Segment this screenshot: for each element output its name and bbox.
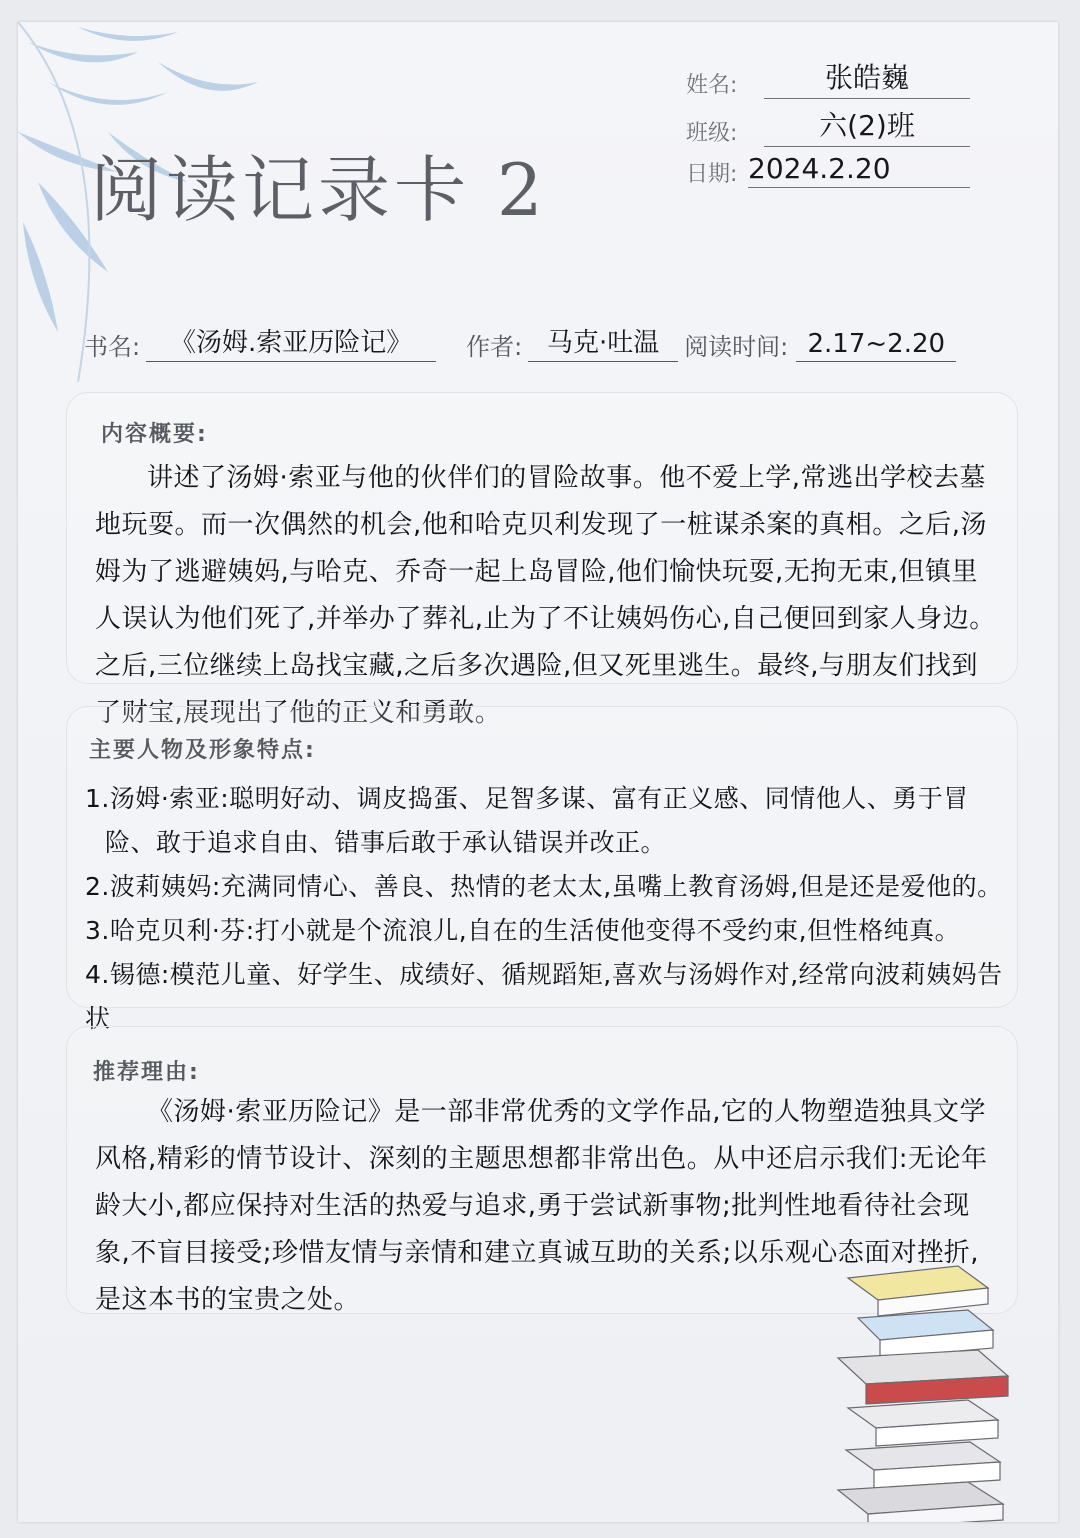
book-title-value: 《汤姆.索亚历险记》 [146, 322, 436, 362]
character-item-huck: 3.哈克贝利·芬:打小就是个流浪儿,自在的生活使他变得不受约束,但性格纯真。 [85, 916, 961, 945]
book-stack-illustration [818, 1258, 1018, 1522]
reading-time-value: 2.17~2.20 [796, 329, 956, 362]
characters-list [85, 777, 1003, 1041]
character-item-sid: 4.锡德:模范儿童、好学生、成绩好、循规蹈矩,喜欢与汤姆作对,经常向波莉姨妈告状 [85, 960, 1003, 1033]
date-label: 日期: [686, 162, 738, 187]
name-row [686, 56, 970, 99]
summary-section [66, 392, 1018, 728]
class-row [686, 104, 970, 147]
character-item-polly: 2.波莉姨妈:充满同情心、善良、热情的老太太,虽嘴上教育汤姆,但是还是爱他的。 [85, 872, 1003, 901]
recommend-text: 《汤姆·索亚历险记》是一部非常优秀的文学作品,它的人物塑造独具文学风格,精彩的情节设计、深刻的主题思想都非常出色。从中还启示我们:无论年龄大小,都应保持对生活的热爱与追求,勇于尝试新事物;批判性地看待社会现象,不盲目接受;珍惜友情与亲情和建立真诚互助的关系;以乐观心态面对挫折,是这本书的宝贵之处。 [95, 1097, 988, 1315]
recommend-heading: 推荐理由: [93, 1060, 200, 1085]
reading-time-label: 阅读时间: [684, 333, 789, 361]
name-label: 姓名: [686, 73, 738, 98]
date-row [686, 152, 970, 188]
class-value: 六(2)班 [764, 104, 970, 147]
author-label: 作者: [466, 333, 523, 361]
characters-heading: 主要人物及形象特点: [89, 738, 316, 763]
book-title-label: 书名: [84, 333, 141, 361]
class-label: 班级: [686, 121, 738, 146]
characters-section [66, 706, 1018, 1033]
reading-record-card [18, 22, 1058, 1522]
card-title: 阅读记录卡 2 [90, 148, 547, 232]
summary-heading: 内容概要: [101, 422, 208, 447]
author-value: 马克·吐温 [528, 322, 678, 362]
name-value: 张皓巍 [764, 56, 970, 99]
character-item-tom: 1.汤姆·索亚:聪明好动、调皮捣蛋、足智多谋、富有正义感、同情他人、勇于冒险、敢于追求自由、错事后敢于承认错误并改正。 [85, 784, 969, 857]
date-value: 2024.2.20 [748, 152, 970, 188]
book-info-row [84, 322, 1044, 362]
summary-text: 讲述了汤姆·索亚与他的伙伴们的冒险故事。他不爱上学,常逃出学校去墓地玩耍。而一次偶然的机会,他和哈克贝利发现了一桩谋杀案的真相。之后,汤姆为了逃避姨妈,与哈克、乔奇一起上岛冒险,他们愉快玩耍,无拘无束,但镇里人误认为他们死了,并举办了葬礼,止为了不让姨妈伤心,自己便回到家人身边。之后,三位继续上岛找宝藏,之后多次遇险,但又死里逃生。最终,与朋友们找到了财宝,展现出了他的正义和勇敢。 [95, 463, 996, 728]
